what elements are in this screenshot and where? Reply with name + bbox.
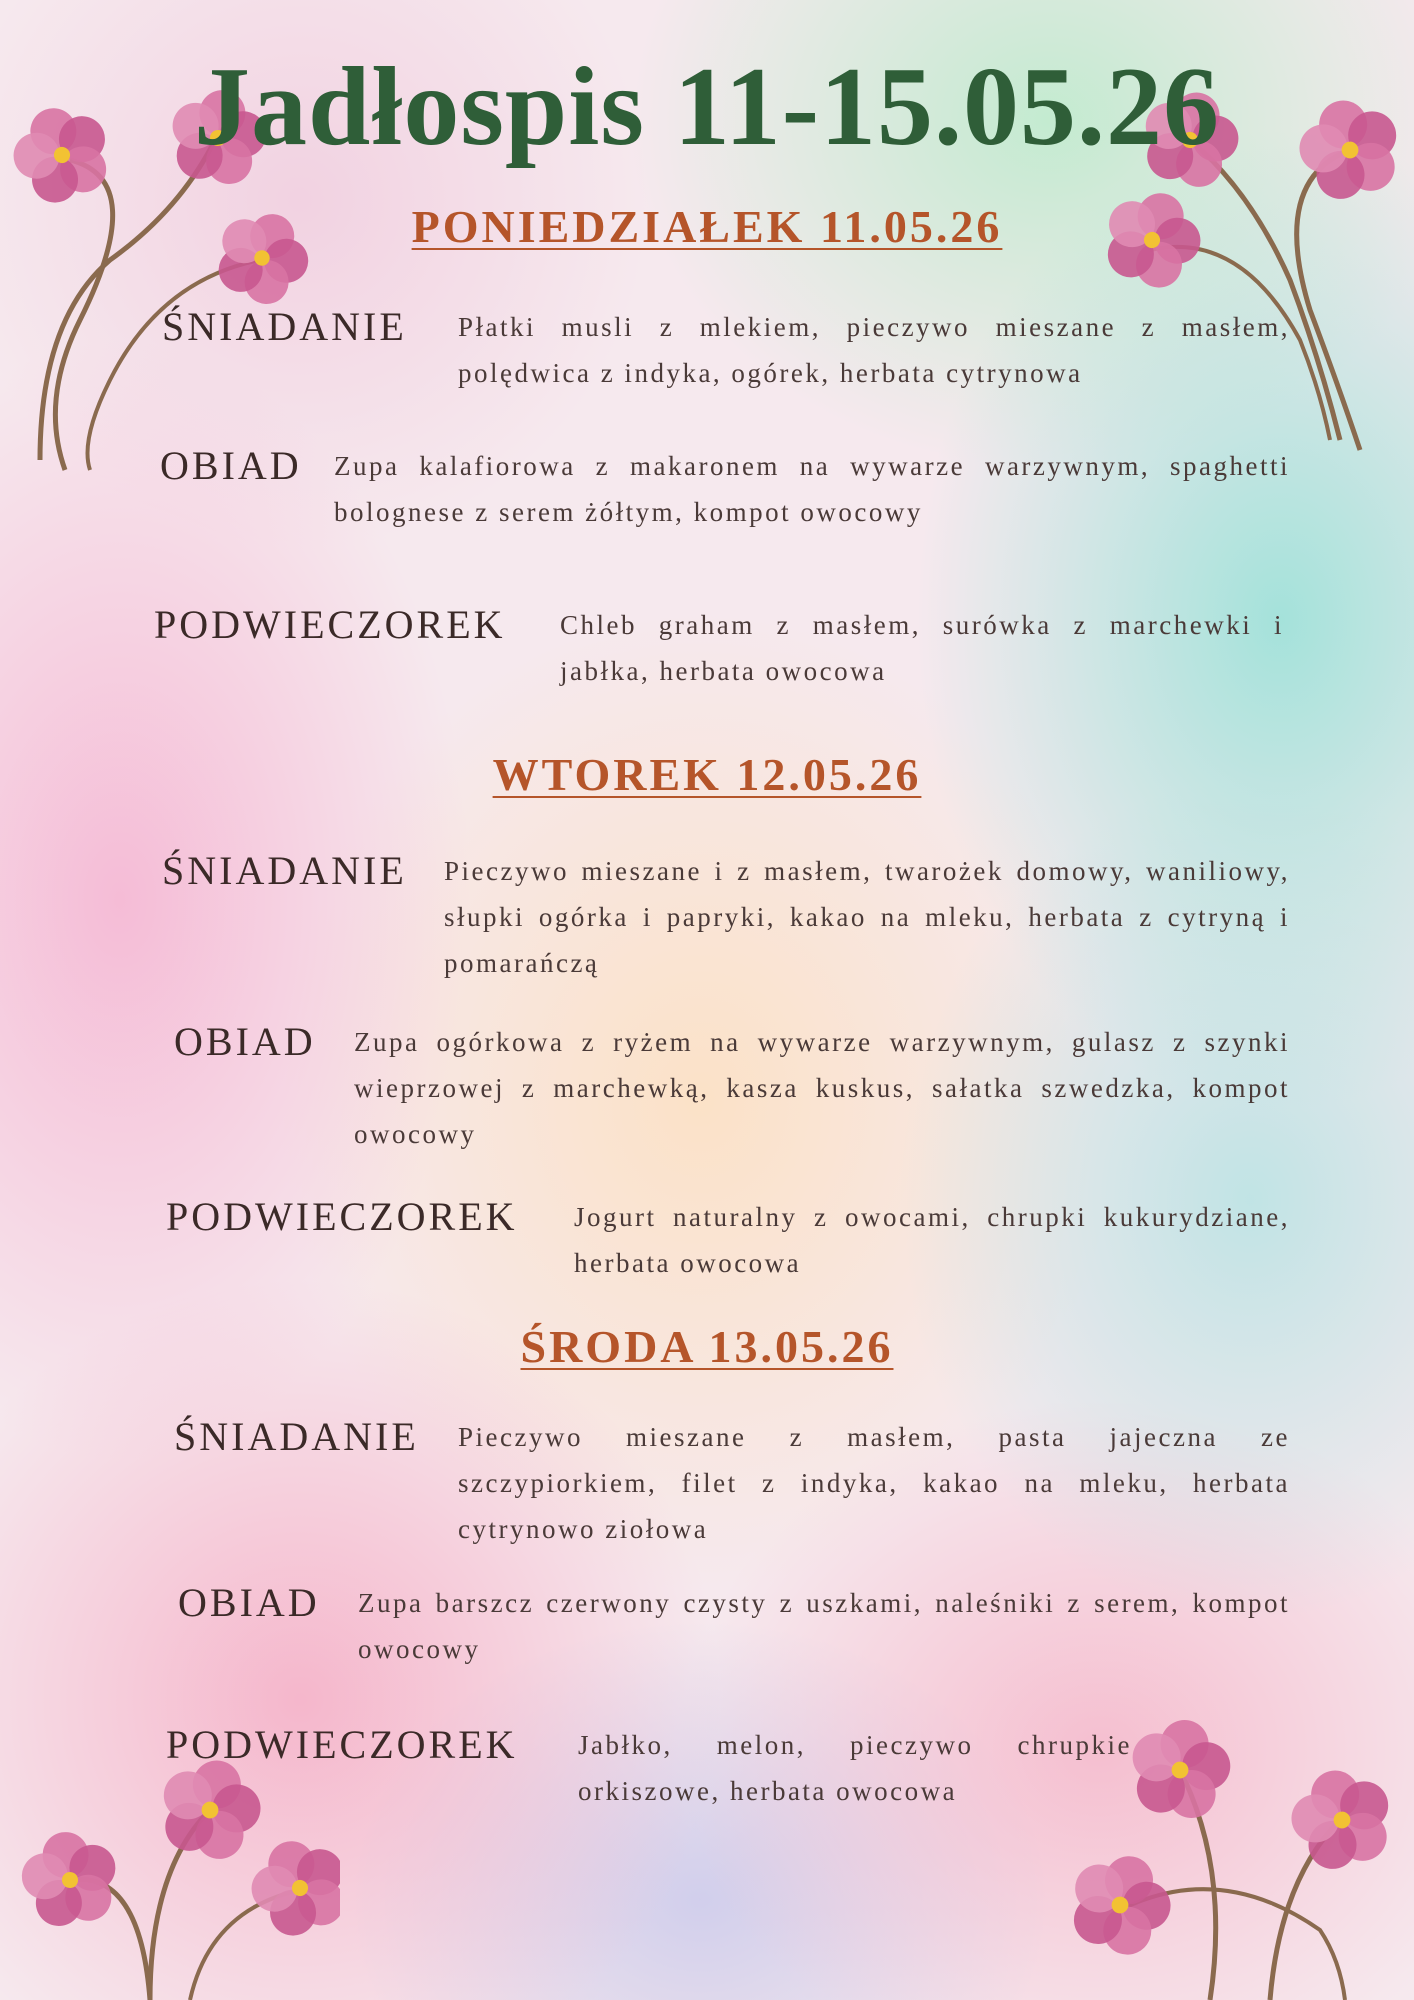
page-title: Jadłospis 11-15.05.26 xyxy=(193,45,1221,169)
meal-label: ŚNIADANIE xyxy=(174,1414,419,1459)
meal-description: Zupa kalafiorowa z makaronem na wywarze warzywnym, spaghetti bolognese z serem żółtym, kompot owocowy xyxy=(334,451,1290,527)
meal-monday-snack xyxy=(0,602,1414,702)
day-heading-wednesday: ŚRODA 13.05.26 xyxy=(520,1321,894,1372)
meal-label: OBIAD xyxy=(178,1580,320,1625)
meal-label: OBIAD xyxy=(160,443,302,488)
meal-wednesday-snack xyxy=(0,1722,1414,1822)
meal-description: Płatki musli z mlekiem, pieczywo mieszane z masłem, polędwica z indyka, ogórek, herbata cytrynowa xyxy=(458,312,1290,388)
meal-tuesday-lunch xyxy=(0,1019,1414,1159)
meal-label: PODWIECZOREK xyxy=(166,1722,518,1767)
meal-monday-lunch xyxy=(0,443,1414,543)
meal-monday-breakfast xyxy=(0,304,1414,404)
meal-tuesday-snack xyxy=(0,1194,1414,1294)
meal-label: PODWIECZOREK xyxy=(166,1194,518,1239)
meal-description: Jogurt naturalny z owocami, chrupki kukurydziane, herbata owocowa xyxy=(574,1202,1290,1278)
meal-description: Chleb graham z masłem, surówka z marchewki i jabłka, herbata owocowa xyxy=(560,610,1284,686)
meal-description: Zupa barszcz czerwony czysty z uszkami, naleśniki z serem, kompot owocowy xyxy=(358,1588,1290,1664)
pink-flower-icon xyxy=(239,1826,340,1945)
meal-wednesday-lunch xyxy=(0,1580,1414,1680)
day-heading-tuesday: WTOREK 12.05.26 xyxy=(492,749,922,800)
pink-flower-icon xyxy=(15,1824,124,1931)
meal-label: ŚNIADANIE xyxy=(162,848,407,893)
meal-description: Zupa ogórkowa z ryżem na wywarze warzywnym, gulasz z szynki wieprzowej z marchewką, kasza kuskus, sałatka szwedzka, kompot owocowy xyxy=(354,1027,1290,1149)
meal-description: Pieczywo mieszane z masłem, pasta jajeczna ze szczypiorkiem, filet z indyka, kakao na mleku, herbata cytrynowo ziołowa xyxy=(458,1422,1290,1544)
meal-wednesday-breakfast xyxy=(0,1414,1414,1554)
meal-tuesday-breakfast xyxy=(0,848,1414,988)
meal-description: Pieczywo mieszane i z masłem, twarożek domowy, waniliowy, słupki ogórka i papryki, kakao na mleku, herbata z cytryną i pomarańczą xyxy=(444,856,1290,978)
meal-label: OBIAD xyxy=(174,1019,316,1064)
meal-label: ŚNIADANIE xyxy=(162,304,407,349)
meal-label: PODWIECZOREK xyxy=(154,602,506,647)
pink-flower-icon xyxy=(1060,1841,1183,1965)
day-heading-monday: PONIEDZIAŁEK 11.05.26 xyxy=(411,201,1003,252)
meal-description: Jabłko, melon, pieczywo chrupkie orkiszowe, herbata owocowa xyxy=(578,1730,1132,1806)
